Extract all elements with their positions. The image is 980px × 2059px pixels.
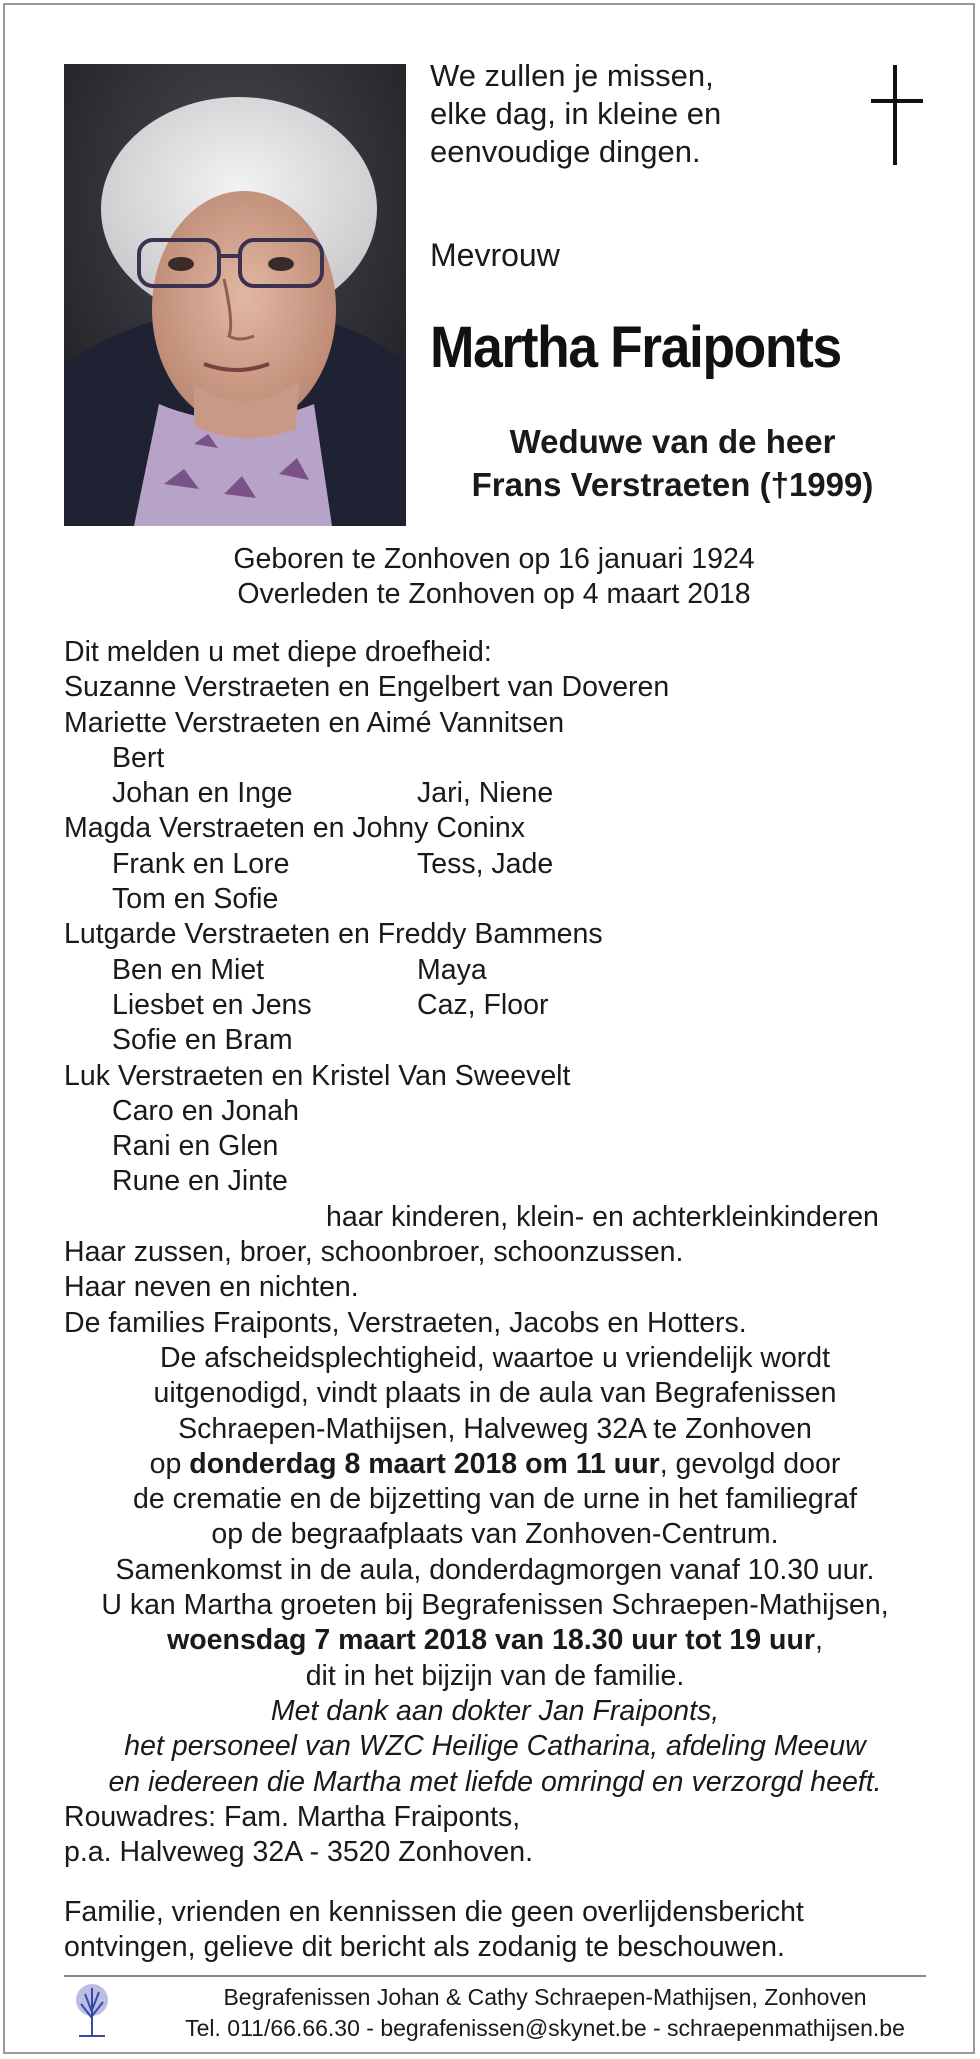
family-row: [64, 953, 879, 988]
family-grandchildren: Jari, Niene: [417, 777, 554, 810]
poem-line: We zullen je missen,: [430, 58, 714, 93]
undertaker-name: Begrafenissen Johan & Cathy Schraepen-Mathijsen, Zonhoven: [223, 1984, 867, 2010]
ceremony-line: De afscheidsplechtigheid, waartoe u vriendelijk wordt: [159, 1342, 831, 1374]
life-dates: [64, 542, 924, 612]
family-line: De families Fraiponts, Verstraeten, Jacobs en Hotters.: [64, 1306, 747, 1339]
family-line: Sofie en Bram: [112, 1024, 293, 1057]
viewing-datetime: woensdag 7 maart 2018 van 18.30 uur tot 19 uur: [167, 1624, 815, 1657]
notice-line: ontvingen, gelieve dit bericht als zodanig te beschouwen.: [64, 1931, 785, 1964]
family-line: Lutgarde Verstraeten en Freddy Bammens: [64, 918, 603, 951]
family-line: Mariette Verstraeten en Aimé Vannitsen: [64, 706, 565, 739]
birth-line: Geboren te Zonhoven op 16 januari 1924: [233, 543, 755, 575]
ceremony-line: Samenkomst in de aula, donderdagmorgen vanaf 10.30 uur.: [115, 1553, 875, 1586]
address-line: p.a. Halveweg 32A - 3520 Zonhoven.: [64, 1836, 533, 1869]
family-line: Tom en Sofie: [112, 883, 279, 916]
family-couple: Johan en Inge: [112, 777, 293, 810]
address-line: Rouwadres: Fam. Martha Fraiponts,: [64, 1801, 521, 1833]
deceased-name: Martha Fraiponts: [430, 315, 841, 380]
thanks-line: en iedereen die Martha met liefde omringd en verzorgd heeft.: [108, 1765, 882, 1798]
footer-divider: [64, 1975, 926, 1977]
family-row: [64, 847, 879, 882]
ceremony-pre: op: [149, 1447, 190, 1480]
family-line: Magda Verstraeten en Johny Coninx: [64, 812, 526, 845]
portrait-illustration: [64, 64, 406, 526]
poem-line: eenvoudige dingen.: [430, 134, 701, 169]
family-couple: Ben en Miet: [112, 953, 265, 986]
ceremony-text: [64, 1341, 926, 1800]
family-line: Rani en Glen: [112, 1130, 279, 1163]
family-intro: Dit melden u met diepe droefheid:: [64, 636, 492, 668]
family-line: Bert: [112, 741, 165, 774]
notice: [64, 1895, 804, 1966]
ceremony-line: dit in het bijzijn van de familie.: [305, 1659, 685, 1692]
ceremony-line: [64, 1623, 926, 1658]
family-line: Haar zussen, broer, schoonbroer, schoonzussen.: [64, 1236, 684, 1269]
viewing-post: ,: [814, 1624, 823, 1657]
family-list: [64, 635, 879, 1341]
ceremony-line: U kan Martha groeten bij Begrafenissen Schraepen-Mathijsen,: [101, 1589, 889, 1622]
mourning-address: [64, 1800, 533, 1871]
thanks-line: het personeel van WZC Heilige Catharina, afdeling Meeuw: [124, 1730, 866, 1763]
family-grandchildren: Tess, Jade: [417, 847, 554, 880]
family-row: [64, 988, 879, 1023]
portrait-photo: [64, 64, 406, 526]
ceremony-line: Schraepen-Mathijsen, Halveweg 32A te Zonhoven: [178, 1412, 812, 1445]
family-summary: haar kinderen, klein- en achterkleinkinderen: [326, 1200, 879, 1233]
death-line: Overleden te Zonhoven op 4 maart 2018: [237, 578, 751, 610]
notice-line: Familie, vrienden en kennissen die geen overlijdensbericht: [64, 1896, 804, 1928]
poem-line: elke dag, in kleine en: [430, 96, 722, 131]
family-line: Caro en Jonah: [112, 1094, 299, 1127]
ceremony-datetime: donderdag 8 maart 2018 om 11 uur: [189, 1447, 660, 1480]
family-couple: Frank en Lore: [112, 847, 290, 880]
obituary-card: [3, 3, 975, 2054]
tree-logo-icon: [69, 1982, 115, 2038]
ceremony-line: uitgenodigd, vindt plaats in de aula van Begrafenissen: [153, 1377, 837, 1410]
family-line: Suzanne Verstraeten en Engelbert van Doveren: [64, 671, 670, 704]
family-line: Rune en Jinte: [112, 1165, 288, 1198]
undertaker-contact: Tel. 011/66.66.30 - begrafenissen@skynet.be - schraepenmathijsen.be: [185, 2015, 905, 2041]
ceremony-post: , gevolgd door: [659, 1447, 841, 1480]
family-line: Haar neven en nichten.: [64, 1271, 359, 1304]
ceremony-line: op de begraafplaats van Zonhoven-Centrum.: [211, 1518, 779, 1551]
widow-note: [430, 420, 915, 506]
ceremony-line: de crematie en de bijzetting van de urne in het familiegraf: [132, 1483, 857, 1516]
honorific: Mevrouw: [430, 237, 560, 273]
family-grandchildren: Caz, Floor: [417, 988, 549, 1021]
family-grandchildren: Maya: [417, 953, 487, 986]
widow-line: Frans Verstraeten (†1999): [471, 466, 874, 503]
undertaker-footer: [165, 1982, 925, 2044]
family-row: [64, 776, 879, 811]
family-couple: Liesbet en Jens: [112, 988, 312, 1021]
widow-line: Weduwe van de heer: [509, 423, 836, 460]
family-line: Luk Verstraeten en Kristel Van Sweevelt: [64, 1059, 571, 1092]
poem: [430, 57, 721, 171]
ceremony-line: [64, 1447, 926, 1482]
thanks-line: Met dank aan dokter Jan Fraiponts,: [270, 1694, 720, 1727]
cross-icon: [867, 65, 927, 165]
